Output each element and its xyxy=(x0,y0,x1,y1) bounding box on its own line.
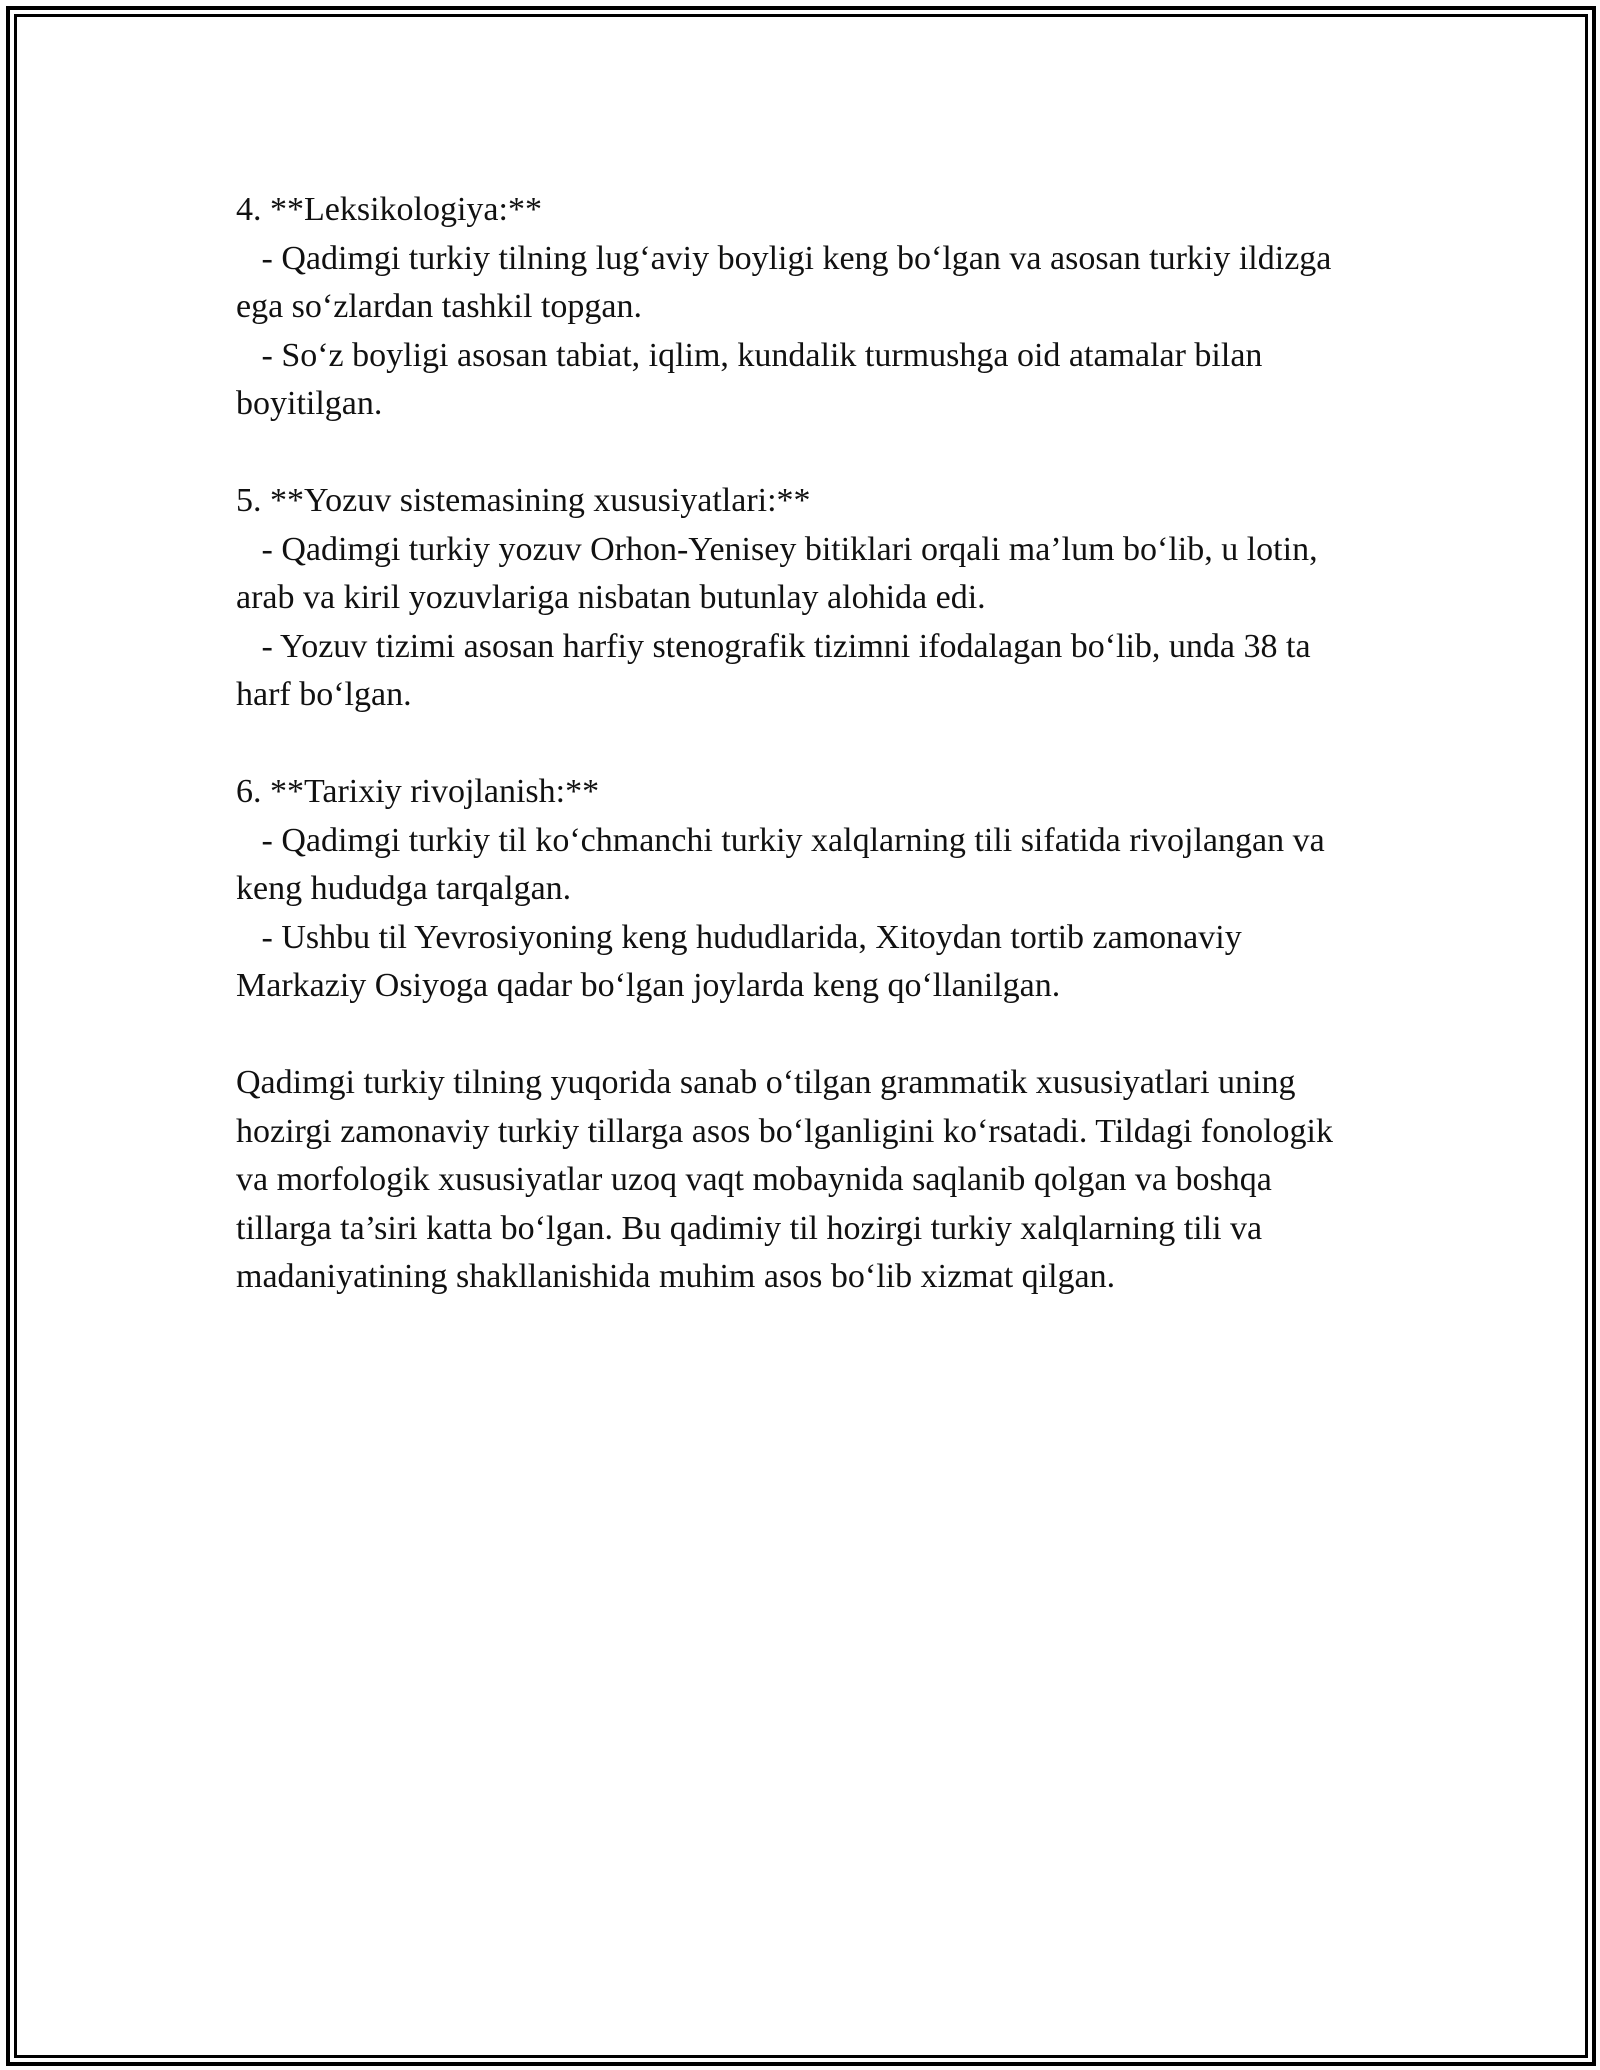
list-item: - Qadimgi turkiy til ko‘chmanchi turkiy xalqlarning tili sifatida rivojlangan va keng hududga tarqalgan. xyxy=(236,821,1334,907)
section-tarixiy-rivojlanish xyxy=(236,768,1370,1011)
section-heading: 4. **Leksikologiya:** xyxy=(236,191,542,228)
list-item: - So‘z boyligi asosan tabiat, iqlim, kundalik turmushga oid atamalar bilan boyitilgan. xyxy=(236,336,1271,422)
list-item: - Ushbu til Yevrosiyoning keng hududlarida, Xitoydan tortib zamonaviy Markaziy Osiyoga qadar bo‘lgan joylarda keng qo‘llanilgan. xyxy=(236,918,1251,1004)
section-heading: 6. **Tarixiy rivojlanish:** xyxy=(236,773,600,810)
list-item: - Qadimgi turkiy tilning lug‘aviy boyligi keng bo‘lgan va asosan turkiy ildizga ega so‘zlardan tashkil topgan. xyxy=(236,239,1340,325)
list-item: - Qadimgi turkiy yozuv Orhon-Yenisey bitiklari orqali ma’lum bo‘lib, u lotin, arab va kiril yozuvlariga nisbatan butunlay alohida edi. xyxy=(236,530,1327,616)
section-yozuv-sistemasi xyxy=(236,477,1370,720)
document-body xyxy=(236,186,1370,1302)
section-leksikologiya xyxy=(236,186,1370,429)
section-heading: 5. **Yozuv sistemasining xususiyatlari:** xyxy=(236,482,811,519)
list-item: - Yozuv tizimi asosan harfiy stenografik tizimni ifodalagan bo‘lib, unda 38 ta harf bo‘lgan. xyxy=(236,627,1320,713)
conclusion-paragraph: Qadimgi turkiy tilning yuqorida sanab o‘tilgan grammatik xususiyatlari uning hozirgi zamonaviy turkiy tillarga asos bo‘lganligini ko‘rsatadi. Tildagi fonologik va morfologik xususiyatlar uzoq vaqt mobaynida saqlanib qolgan va boshqa tillarga ta’siri katta bo‘lgan. Bu qadimiy til hozirgi turkiy xalqlarning tili va madaniyatining shakllanishida muhim asos bo‘lib xizmat qilgan. xyxy=(236,1064,1342,1295)
